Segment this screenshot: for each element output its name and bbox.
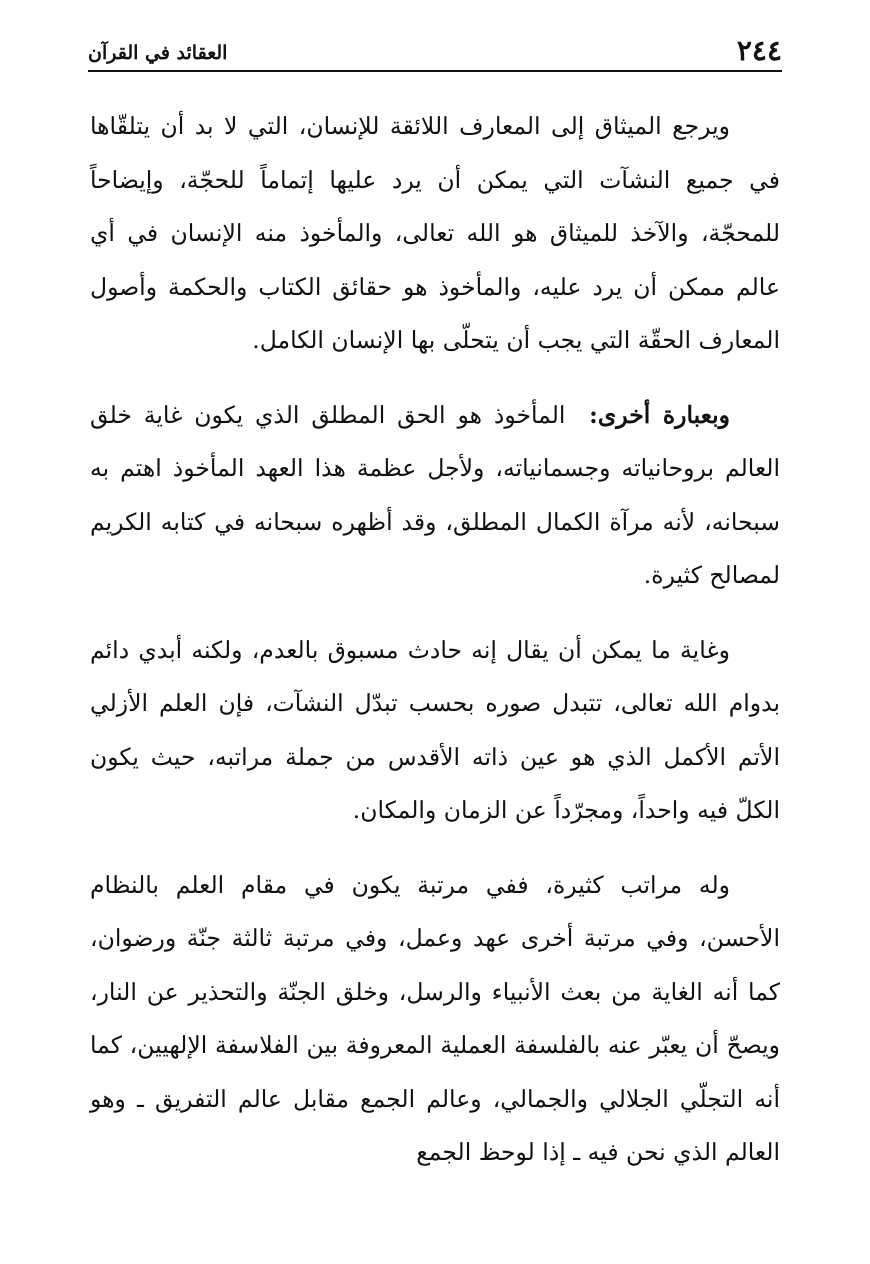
paragraph-2-lead: وبعبارة أخرى:	[589, 400, 730, 429]
paragraph-3-text: وغاية ما يمكن أن يقال إنه حادث مسبوق بالعدم، ولكنه أبدي دائم بدوام الله تعالى، تتبدل صوره بحسب تبدّل النشآت، فإن العلم الأزلي الأتم الأكمل الذي هو عين ذاته الأقدس من جملة مراتبه، حيث يكون الكلّ فيه واحداً، ومجرّداً عن الزمان والمكان.	[90, 635, 780, 824]
page-header	[88, 30, 782, 72]
page-number: ٢٤٤	[736, 34, 782, 67]
paragraph-4-text: وله مراتب كثيرة، ففي مرتبة يكون في مقام العلم بالنظام الأحسن، وفي مرتبة أخرى عهد وعمل، وفي مرتبة ثالثة جنّة ورضوان، كما أنه الغاية من بعث الأنبياء والرسل، وخلق الجنّة والتحذير عن النار، ويصحّ أن يعبّر عنه بالفلسفة العملية المعروفة بين الفلاسفة الإلهيين، كما أنه التجلّي الجلالي والجمالي، وعالم الجمع مقابل عالم التفريق ـ وهو العالم الذي نحن فيه ـ إذا لوحظ الجمع	[90, 870, 780, 1166]
body-text	[90, 100, 780, 1201]
paragraph-1-text: ويرجع الميثاق إلى المعارف اللائقة للإنسان، التي لا بد أن يتلقّاها في جميع النشآت التي يمكن أن يرد عليها إتماماً للحجّة، وإيضاحاً للمحجّة، والآخذ للميثاق هو الله تعالى، والمأخوذ منه الإنسان في أي عالم ممكن أن يرد عليه، والمأخوذ هو حقائق الكتاب والحكمة وأصول المعارف الحقّة التي يجب أن يتحلّى بها الإنسان الكامل.	[90, 112, 780, 354]
paragraph-3	[90, 624, 780, 838]
paragraph-2	[90, 389, 780, 603]
running-title: العقائد في القرآن	[88, 42, 228, 64]
paragraph-2-text: المأخوذ هو الحق المطلق الذي يكون غاية خلق العالم بروحانياته وجسمانياته، ولأجل عظمة هذا العهد المأخوذ اهتم به سبحانه، لأنه مرآة الكمال المطلق، وقد أظهره سبحانه في كتابه الكريم لمصالح كثيرة.	[90, 400, 780, 589]
paragraph-1	[90, 100, 780, 368]
paragraph-4	[90, 859, 780, 1180]
